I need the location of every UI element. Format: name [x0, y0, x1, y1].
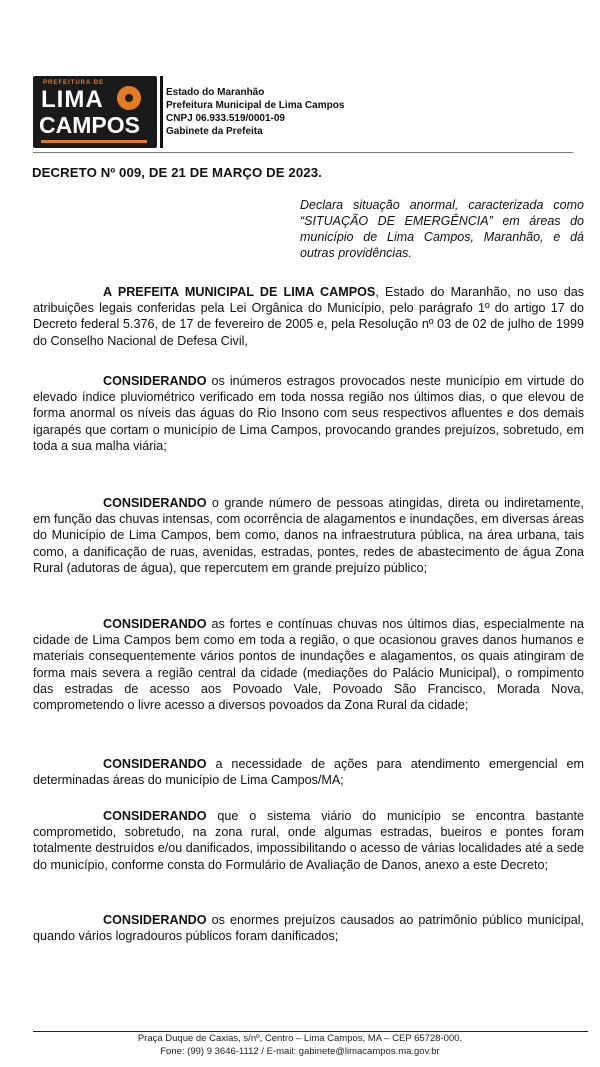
logo-top-text: PREFEITURA DE [43, 80, 105, 86]
logo-campos-text: CAMPOS [39, 112, 140, 138]
header-info [166, 86, 344, 138]
paragraph-considerando-1 [33, 373, 584, 454]
paragraph-considerando-5 [33, 808, 584, 873]
paragraph-text: a necessidade de ações para atendimento emergencial em determinadas áreas do município de Lima Campos/MA; [33, 757, 584, 788]
paragraph-text: que o sistema viário do município se encontra bastante comprometido, sobretudo, na zona rural, onde algumas estradas, bueiros e pontes foram totalmente destruídos e/ou danificados, impossibilitando o acesso de várias localidades até a sede do município, conforme consta do Formulário de Avaliação de Danos, anexo a este Decreto; [33, 809, 584, 872]
header-cnpj: CNPJ 06.933.519/0001-09 [166, 113, 285, 124]
header-rule [33, 152, 573, 153]
paragraph-considerando-2 [33, 495, 584, 576]
paragraph-lead: CONSIDERANDO [103, 496, 207, 510]
prefeitura-logo [33, 76, 157, 148]
header-prefeitura: Prefeitura Municipal de Lima Campos [166, 100, 345, 111]
paragraph-lead: CONSIDERANDO [103, 809, 207, 823]
footer-rule [33, 1031, 588, 1032]
paragraph-considerando-4 [33, 756, 584, 788]
paragraph-text: os enormes prejuízos causados ao patrimônio público municipal, quando vários logradouros públicos foram danificados; [33, 913, 584, 944]
paragraph-lead: CONSIDERANDO [103, 617, 207, 631]
paragraph-lead: A PREFEITA MUNICIPAL DE LIMA CAMPOS [103, 285, 376, 299]
paragraph-lead: CONSIDERANDO [103, 757, 207, 771]
paragraph-lead: CONSIDERANDO [103, 374, 207, 388]
header-gabinete: Gabinete da Prefeita [166, 126, 263, 137]
paragraph-text: , Estado do Maranhão, no uso das atribuições legais conferidas pela Lei Orgânica do Município, pelo parágrafo 1º do artigo 17 do Decreto federal 5.376, de 17 de fevereiro de 2005 e, pela Resolução nº 03 de 02 de julho de 1999 do Conselho Nacional de Defesa Civil, [33, 285, 584, 348]
decree-ementa: Declara situação anormal, caracterizada como “SITUAÇÃO DE EMERGÊNCIA” em áreas do município de Lima Campos, Maranhão, e dá outras providências. [300, 198, 584, 260]
paragraph-text: os inúmeros estragos provocados neste município em virtude do elevado índice pluviométrico verificado em toda nossa região nos últimos dias, o que elevou de forma anormal os níveis das águas do Rio Insono com seus respectivos afluentes e dos demais igarapés que cortam o município de Lima Campos, provocando grandes prejuízos, sobretudo, em toda a sua malha viária; [33, 374, 584, 453]
paragraph-text: o grande número de pessoas atingidas, direta ou indiretamente, em função das chuvas intensas, com ocorrência de alagamentos e inundações, em diversas áreas do Município de Lima Campos, bem como, danos na infraestrutura pública, na área urbana, tais como, a danificação de ruas, avenidas, estradas, pontes, redes de abastecimento de água Zona Rural (adutoras de água), que repercutem em grande prejuízo público; [33, 496, 584, 575]
paragraph-considerando-3 [33, 616, 584, 713]
header-divider [160, 76, 163, 148]
footer-contact: Fone: (99) 9 3646-1112 / E-mail: gabinete@limacampos.ma.gov.br [160, 1046, 440, 1057]
header-state: Estado do Maranhão [166, 87, 265, 98]
decree-title: DECRETO Nº 009, DE 21 DE MARÇO DE 2023. [32, 165, 322, 180]
sun-emblem-icon [117, 86, 141, 110]
paragraph-considerando-6 [33, 912, 584, 944]
footer-address: Praça Duque de Caxias, s/nº, Centro – Lima Campos, MA – CEP 65728-000. [137, 1033, 463, 1044]
paragraph-preamble [33, 284, 584, 349]
paragraph-text: as fortes e contínuas chuvas nos últimos dias, especialmente na cidade de Lima Campos bem como em toda a região, o que ocasionou graves danos humanos e materiais consequentemente vários pontos de inundações e alagamentos, os quais atingiram de forma mais severa a região central da cidade (mediações do Palácio Municipal), o rompimento das estradas de acesso aos Povoado Vale, Povoado São Francisco, Morada Nova, comprometendo o livre acesso a diversos povoados da Zona Rural da cidade; [33, 617, 584, 713]
paragraph-lead: CONSIDERANDO [103, 913, 207, 927]
logo-lima-text: LIMA [41, 86, 104, 113]
letterhead [33, 76, 573, 156]
logo-underline [41, 140, 147, 143]
